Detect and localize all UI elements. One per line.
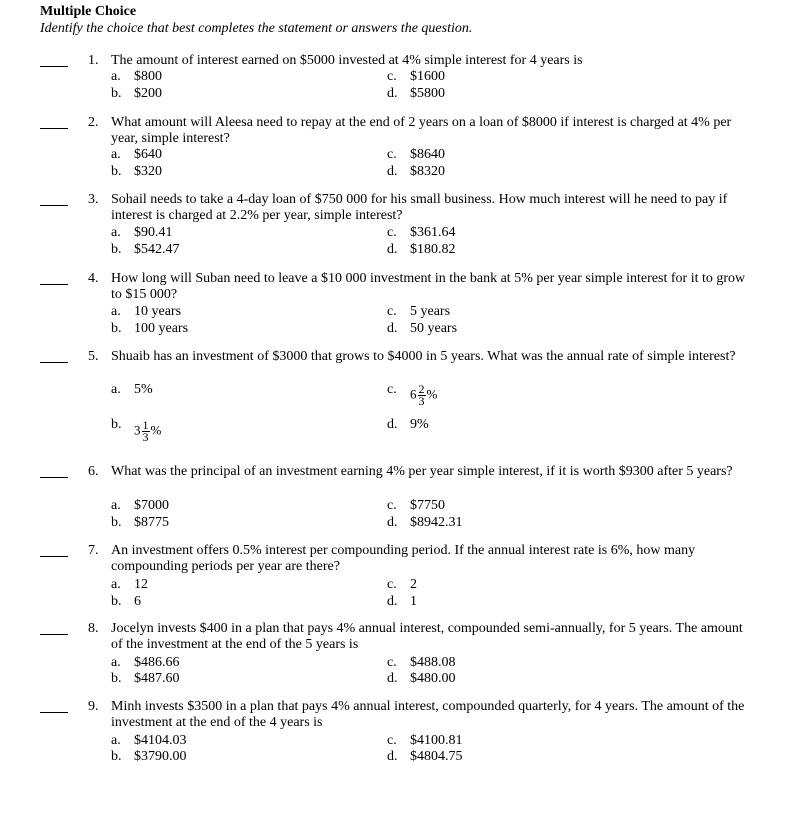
option-c: c. $7750: [387, 498, 445, 513]
answer-blank[interactable]: [40, 477, 68, 478]
section-instructions: Identify the choice that best completes the statement or answers the question.: [40, 21, 473, 36]
question-number: 2.: [88, 115, 99, 130]
option-d: d. 9%: [387, 417, 429, 432]
question-number: 8.: [88, 621, 99, 636]
question-text: Minh invests $3500 in a plan that pays 4% annual interest, compounded quarterly, for 4 years. The amount of the investment at the end of the 4 years is: [111, 699, 745, 730]
option-a: a. 5%: [111, 382, 153, 397]
option-d: d. $5800: [387, 86, 445, 101]
option-a: a. $7000: [111, 498, 169, 513]
option-d: d. $480.00: [387, 671, 456, 686]
answer-blank[interactable]: [40, 556, 68, 557]
fraction: $\frac{2}{3}$: [418, 382, 425, 408]
option-a: a. 10 years: [111, 304, 182, 319]
question-number: 1.: [88, 53, 99, 68]
option-a: a. $486.66: [111, 655, 180, 670]
question-number: 6.: [88, 464, 99, 479]
question-number: 7.: [88, 543, 99, 558]
option-a: a. $90.41: [111, 225, 173, 240]
option-d: d. $4804.75: [387, 749, 463, 764]
answer-blank[interactable]: [40, 712, 68, 713]
answer-blank[interactable]: [40, 284, 68, 285]
fraction: $\frac{1}{3}$: [142, 418, 149, 444]
option-d: d. 50 years: [387, 321, 458, 336]
answer-blank[interactable]: [40, 205, 68, 206]
question-text: An investment offers 0.5% interest per compounding period. If the annual interest rate is 6%, how many compounding periods per year are there?: [111, 543, 696, 574]
question-text: The amount of interest earned on $5000 invested at 4% simple interest for 4 years is: [111, 53, 583, 68]
option-c: c. 6 $\frac{2}{3}$ %: [387, 382, 438, 408]
question-text: What was the principal of an investment earning 4% per year simple interest, if it is worth $9300 after 5 years?: [111, 464, 733, 479]
option-a: a. 12: [111, 577, 148, 592]
answer-blank[interactable]: [40, 634, 68, 635]
option-b: b. $542.47: [111, 242, 180, 257]
question-text: Sohail needs to take a 4-day loan of $750 000 for his small business. How much interest will he need to pay if interest is charged at 2.2% per year, simple interest?: [111, 192, 728, 223]
option-a: a. $640: [111, 147, 162, 162]
option-b: b. 100 years: [111, 321, 189, 336]
option-b: b. $8775: [111, 515, 169, 530]
question-number: 9.: [88, 699, 99, 714]
question-number: 4.: [88, 271, 99, 286]
question-text: How long will Suban need to leave a $10 000 investment in the bank at 5% per year simple interest for it to grow to $15 000?: [111, 271, 746, 302]
option-d: d. $8320: [387, 164, 445, 179]
section-header: [40, 3, 472, 37]
option-c: c. $4100.81: [387, 733, 463, 748]
whole-number: 3: [134, 422, 141, 438]
answer-blank[interactable]: [40, 128, 68, 129]
option-c: c. $8640: [387, 147, 445, 162]
option-b: b. 6: [111, 594, 141, 609]
section-title: Multiple Choice: [40, 4, 137, 19]
option-b: b. $320: [111, 164, 162, 179]
option-d: d. $180.82: [387, 242, 456, 257]
option-c: c. $361.64: [387, 225, 456, 240]
question-text: Shuaib has an investment of $3000 that grows to $4000 in 5 years. What was the annual rate of simple interest?: [111, 349, 736, 364]
option-b: b. $3790.00: [111, 749, 187, 764]
question-number: 3.: [88, 192, 99, 207]
option-d: d. $8942.31: [387, 515, 463, 530]
option-c: c. $1600: [387, 69, 445, 84]
option-c: c. $488.08: [387, 655, 456, 670]
option-a: a. $4104.03: [111, 733, 187, 748]
option-b: b. 3 $\frac{1}{3}$ %: [111, 417, 162, 444]
option-a: a. $800: [111, 69, 162, 84]
option-b: b. $487.60: [111, 671, 180, 686]
question-number: 5.: [88, 349, 99, 364]
option-c: c. 5 years: [387, 304, 451, 319]
question-text: What amount will Aleesa need to repay at the end of 2 years on a loan of $8000 if interest is charged at 4% per year, simple interest?: [111, 115, 732, 146]
question-text: Jocelyn invests $400 in a plan that pays 4% annual interest, compounded semi-annually, for 5 years. The amount of the investment at the end of the 5 years is: [111, 621, 743, 652]
answer-blank[interactable]: [40, 362, 68, 363]
whole-number: 6: [410, 386, 417, 402]
option-b: b. $200: [111, 86, 162, 101]
option-d: d. 1: [387, 594, 417, 609]
option-c: c. 2: [387, 577, 417, 592]
answer-blank[interactable]: [40, 66, 68, 67]
